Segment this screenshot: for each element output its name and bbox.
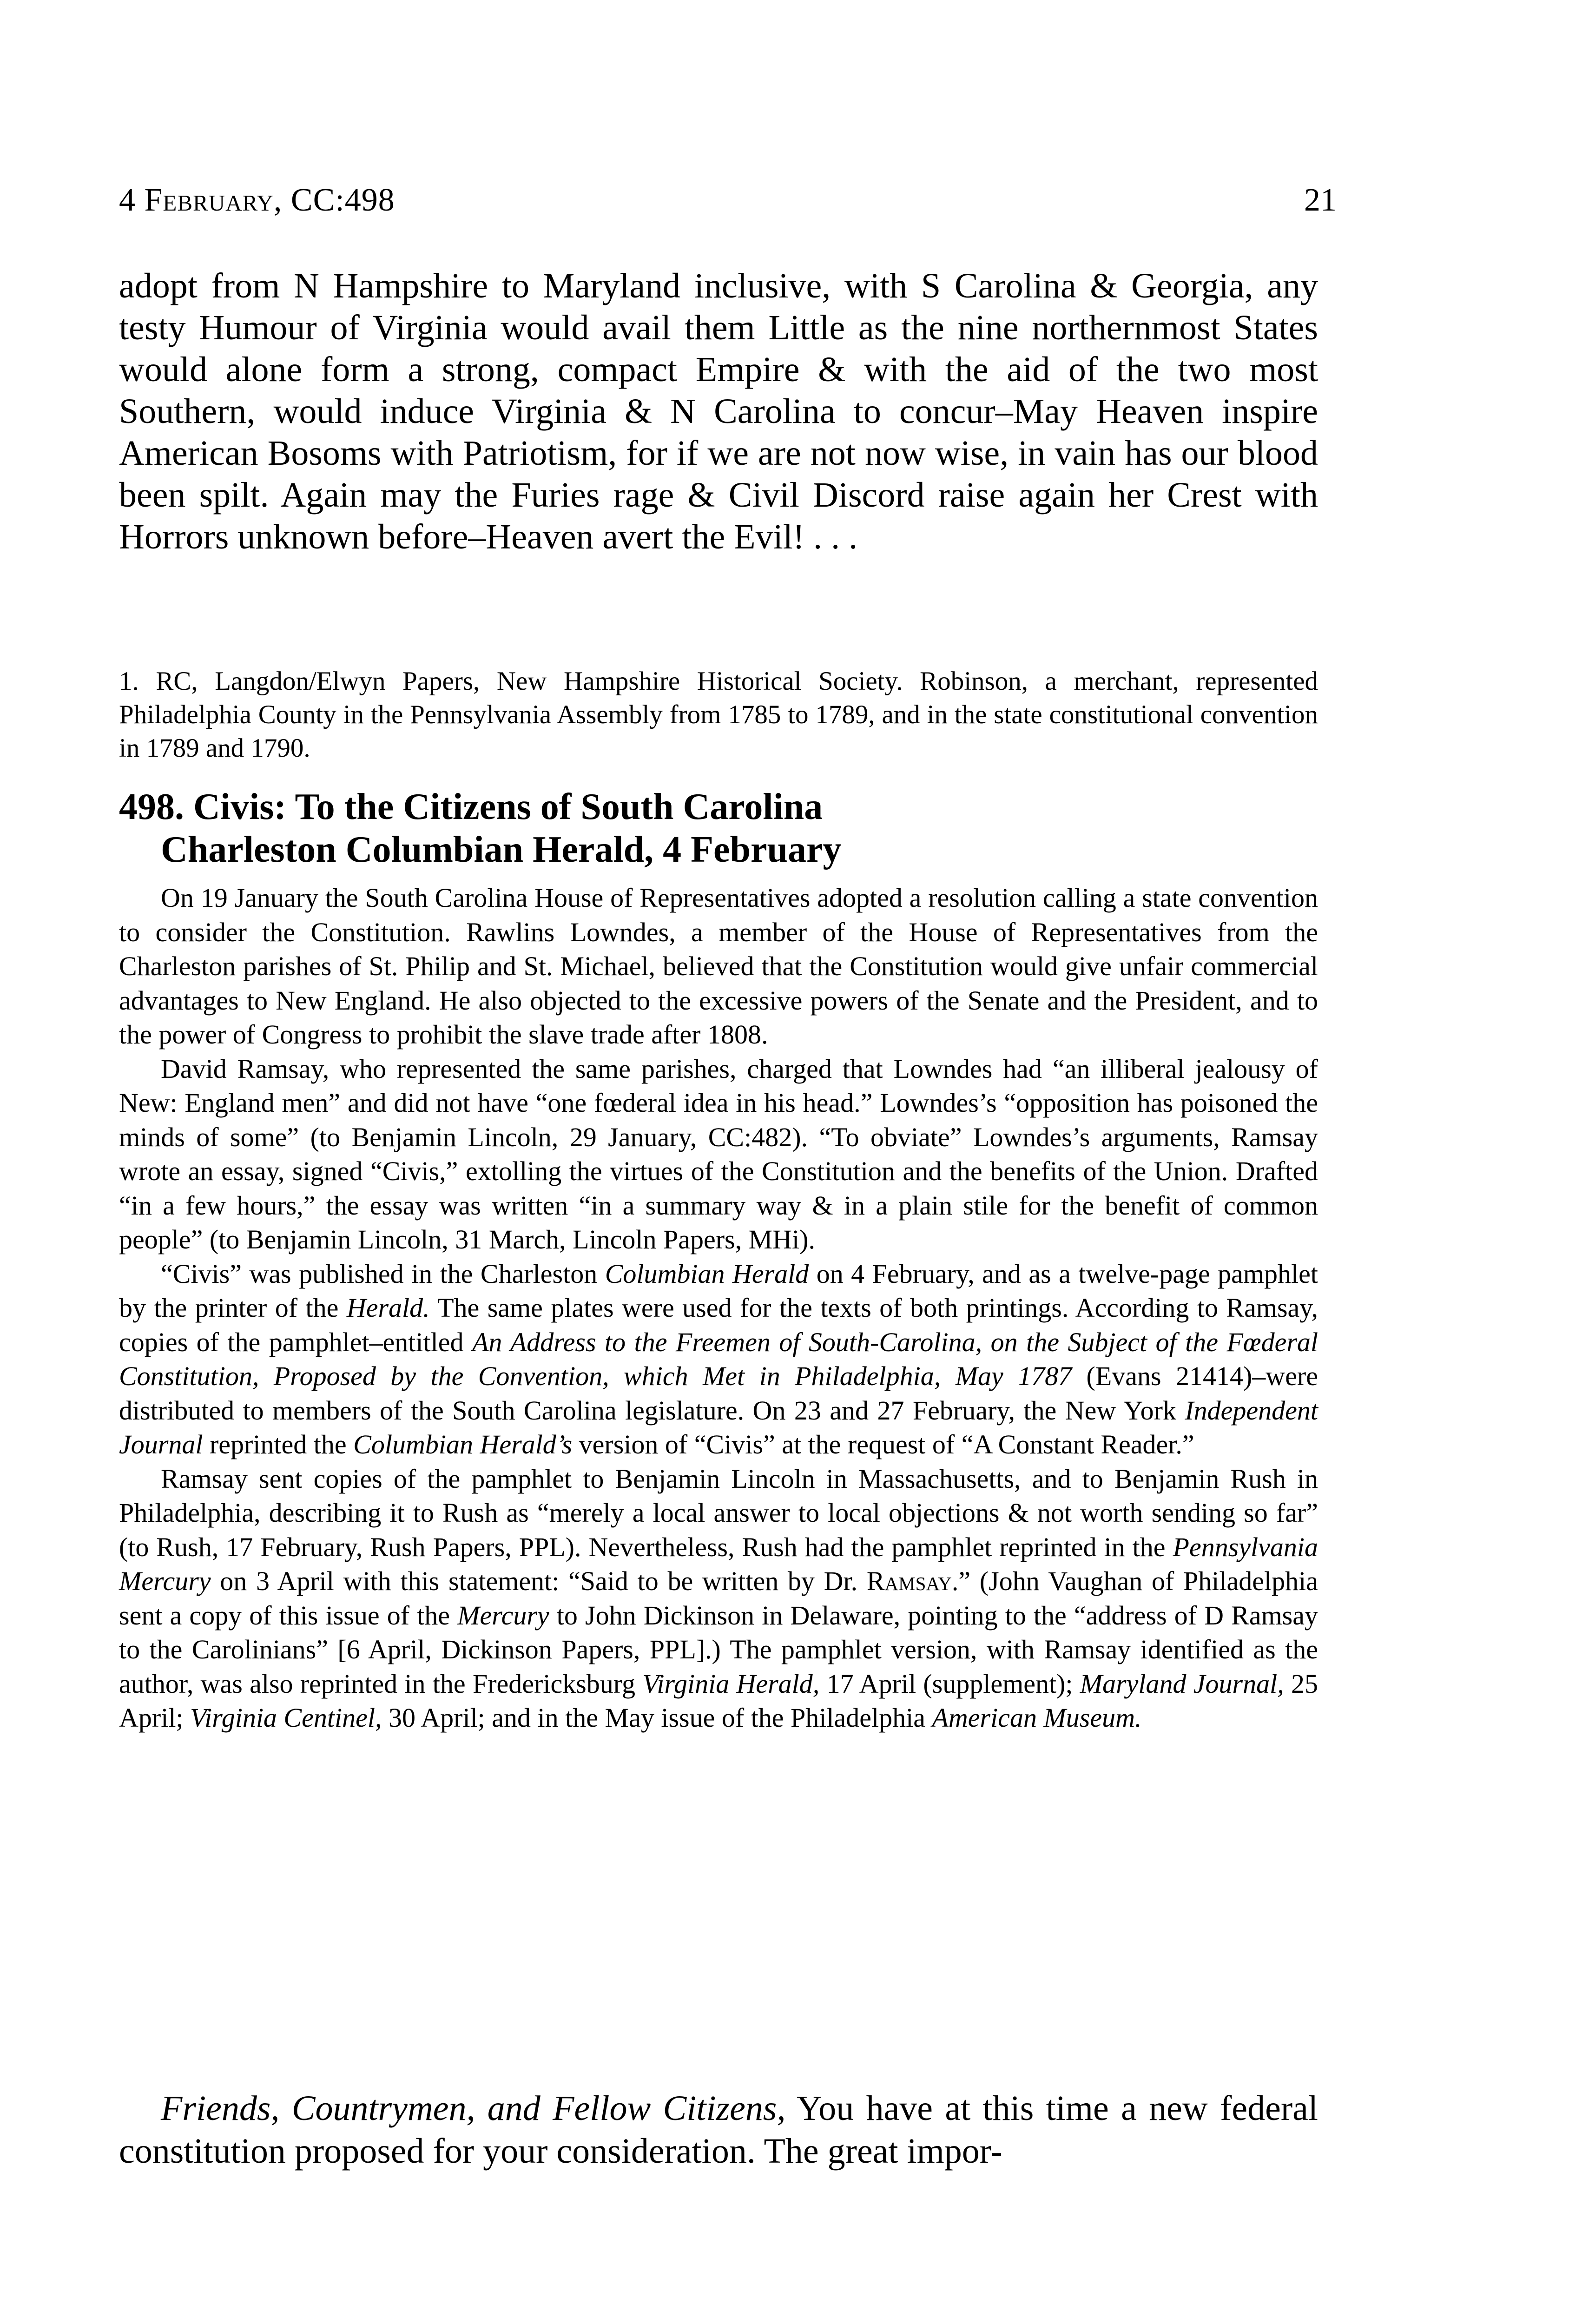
headnote-p3-text: (Evans 21414)–were distributed to members of the South Carolina legislature. On 23 and 27 February, the New York <box>119 1361 1318 1426</box>
small-caps-name: amsay <box>884 1566 952 1596</box>
headnote-p4-text: 25 April; <box>119 1668 1318 1733</box>
newspaper-title: Pennsylvania Mercury <box>119 1532 1318 1596</box>
pamphlet-title: An Address to the Freemen of South-Carolina, on the Subject of the Fœderal Constitution, Proposed by the Convention, which Met in Philadelphia, May 1787 <box>119 1327 1318 1391</box>
newspaper-title: Columbian Herald <box>605 1258 809 1289</box>
headnote-p4-text: 30 April; and in the May issue of the Philadelphia <box>382 1703 932 1733</box>
continued-letter-text: adopt from N Hampshire to Maryland inclusive, with S Carolina & Georgia, any testy Humour of Virginia would avail them Little as the nine northernmost States would alone form a strong, compact Empire & with the aid of the two most Southern, would induce Virginia & N Carolina to concur–May Heaven inspire American Bosoms with Patriotism, for if we are not now wise, in vain has our blood been spilt. Again may the Furies rage & Civil Discord raise again her Crest with Horrors unknown before–Heaven avert the Evil! . . . <box>119 266 1318 556</box>
running-head <box>119 179 1337 221</box>
headnote-paragraph-3 <box>119 1257 1318 1462</box>
running-head-month: February <box>144 182 274 218</box>
page-number: 21 <box>1304 182 1337 218</box>
essay-body <box>119 2087 1318 2172</box>
headnote-p4-text: on 3 April with this statement: “Said to be written by Dr. R <box>211 1566 885 1596</box>
headnote-p3-text: The same plates were used for the texts of both printings. According to Ramsay, copies of the pamphlet–entitled <box>119 1293 1318 1357</box>
essay-opening-text: You have at this time a new federal constitution proposed for your consideration. The great impor- <box>119 2089 1318 2171</box>
headnote-p3-text: version of “Civis” at the request of “A Constant Reader.” <box>572 1429 1194 1459</box>
headnote-p4-text: Ramsay sent copies of the pamphlet to Benjamin Lincoln in Massachusetts, and to Benjamin Rush in Philadelphia, describing it to Rush as “merely a local answer to local objections & not worth sending so far” (to Rush, 17 February, Rush Papers, PPL). Nevertheless, Rush had the pamphlet reprinted in the <box>119 1463 1318 1562</box>
magazine-title: American Museum. <box>932 1703 1142 1733</box>
footnote: 1. RC, Langdon/Elwyn Papers, New Hampshire Historical Society. Robinson, a merchant, represented Philadelphia County in the Pennsylvania Assembly from 1785 to 1789, and in the state constitutional convention in 1789 and 1790. <box>119 667 1318 763</box>
headnote <box>119 881 1318 1735</box>
running-head-left: 4 February, CC:498 <box>119 182 395 218</box>
essay-salutation: Friends, Countrymen, and Fellow Citizens, <box>161 2089 786 2128</box>
headnote-p4-text: 17 April (supplement); <box>819 1668 1080 1699</box>
running-head-day: 4 <box>119 182 136 218</box>
headnote-p4-text: to John Dickinson in Delaware, pointing to the “address of D Ramsay to the Carolinians” [6 April, Dickinson Papers, PPL].) The pamphlet version, with Ramsay identified as the author, was also reprinted in the Fredericksburg <box>119 1600 1318 1699</box>
headnote-p4-text: .” (John Vaughan of Philadelphia sent a copy of this issue of the <box>119 1566 1318 1631</box>
running-head-doc-number: CC:498 <box>290 182 395 218</box>
newspaper-title: Columbian Herald’s <box>353 1429 573 1459</box>
headnote-paragraph-4 <box>119 1462 1318 1735</box>
newspaper-title: Virginia Centinel, <box>190 1703 382 1733</box>
headnote-p3-text: on 4 February, and as a twelve-page pamphlet by the printer of the <box>119 1258 1318 1323</box>
newspaper-title: Herald. <box>346 1293 430 1323</box>
headnote-p3-text: reprinted the <box>203 1429 354 1459</box>
headnote-paragraph-2: David Ramsay, who represented the same parishes, charged that Lowndes had “an illiberal jealousy of New: England men” and did not have “one fœderal idea in his head.” Lowndes’s “opposition has poisoned the minds of some” (to Benjamin Lincoln, 29 January, CC:482). “To obviate” Lowndes’s arguments, Ramsay wrote an essay, signed “Civis,” extolling the virtues of the Constitution and the benefits of the Union. Drafted “in a few hours,” the essay was written “in a summary way & in a plain stile for the benefit of common people” (to Benjamin Lincoln, 31 March, Lincoln Papers, MHi). <box>119 1053 1318 1254</box>
headnote-p3-text: “Civis” was published in the Charleston <box>161 1258 605 1289</box>
newspaper-title: Mercury <box>457 1600 549 1631</box>
newspaper-title: Independent Journal <box>119 1395 1318 1459</box>
headnote-paragraph-1: On 19 January the South Carolina House of Representatives adopted a resolution calling a state convention to consider the Constitution. Rawlins Lowndes, a member of the House of Representatives from the Charleston parishes of St. Philip and St. Michael, believed that the Constitution would give unfair commercial advantages to New England. He also objected to the excessive powers of the Senate and the President, and to the power of Congress to prohibit the slave trade after 1808. <box>119 883 1318 1050</box>
newspaper-title: Virginia Herald, <box>642 1668 820 1699</box>
newspaper-title: Maryland Journal, <box>1080 1668 1284 1699</box>
document-heading-source: Charleston Columbian Herald, 4 February <box>161 829 842 870</box>
document-heading-title: 498. Civis: To the Citizens of South Carolina <box>119 786 823 827</box>
document-heading <box>119 786 1318 871</box>
